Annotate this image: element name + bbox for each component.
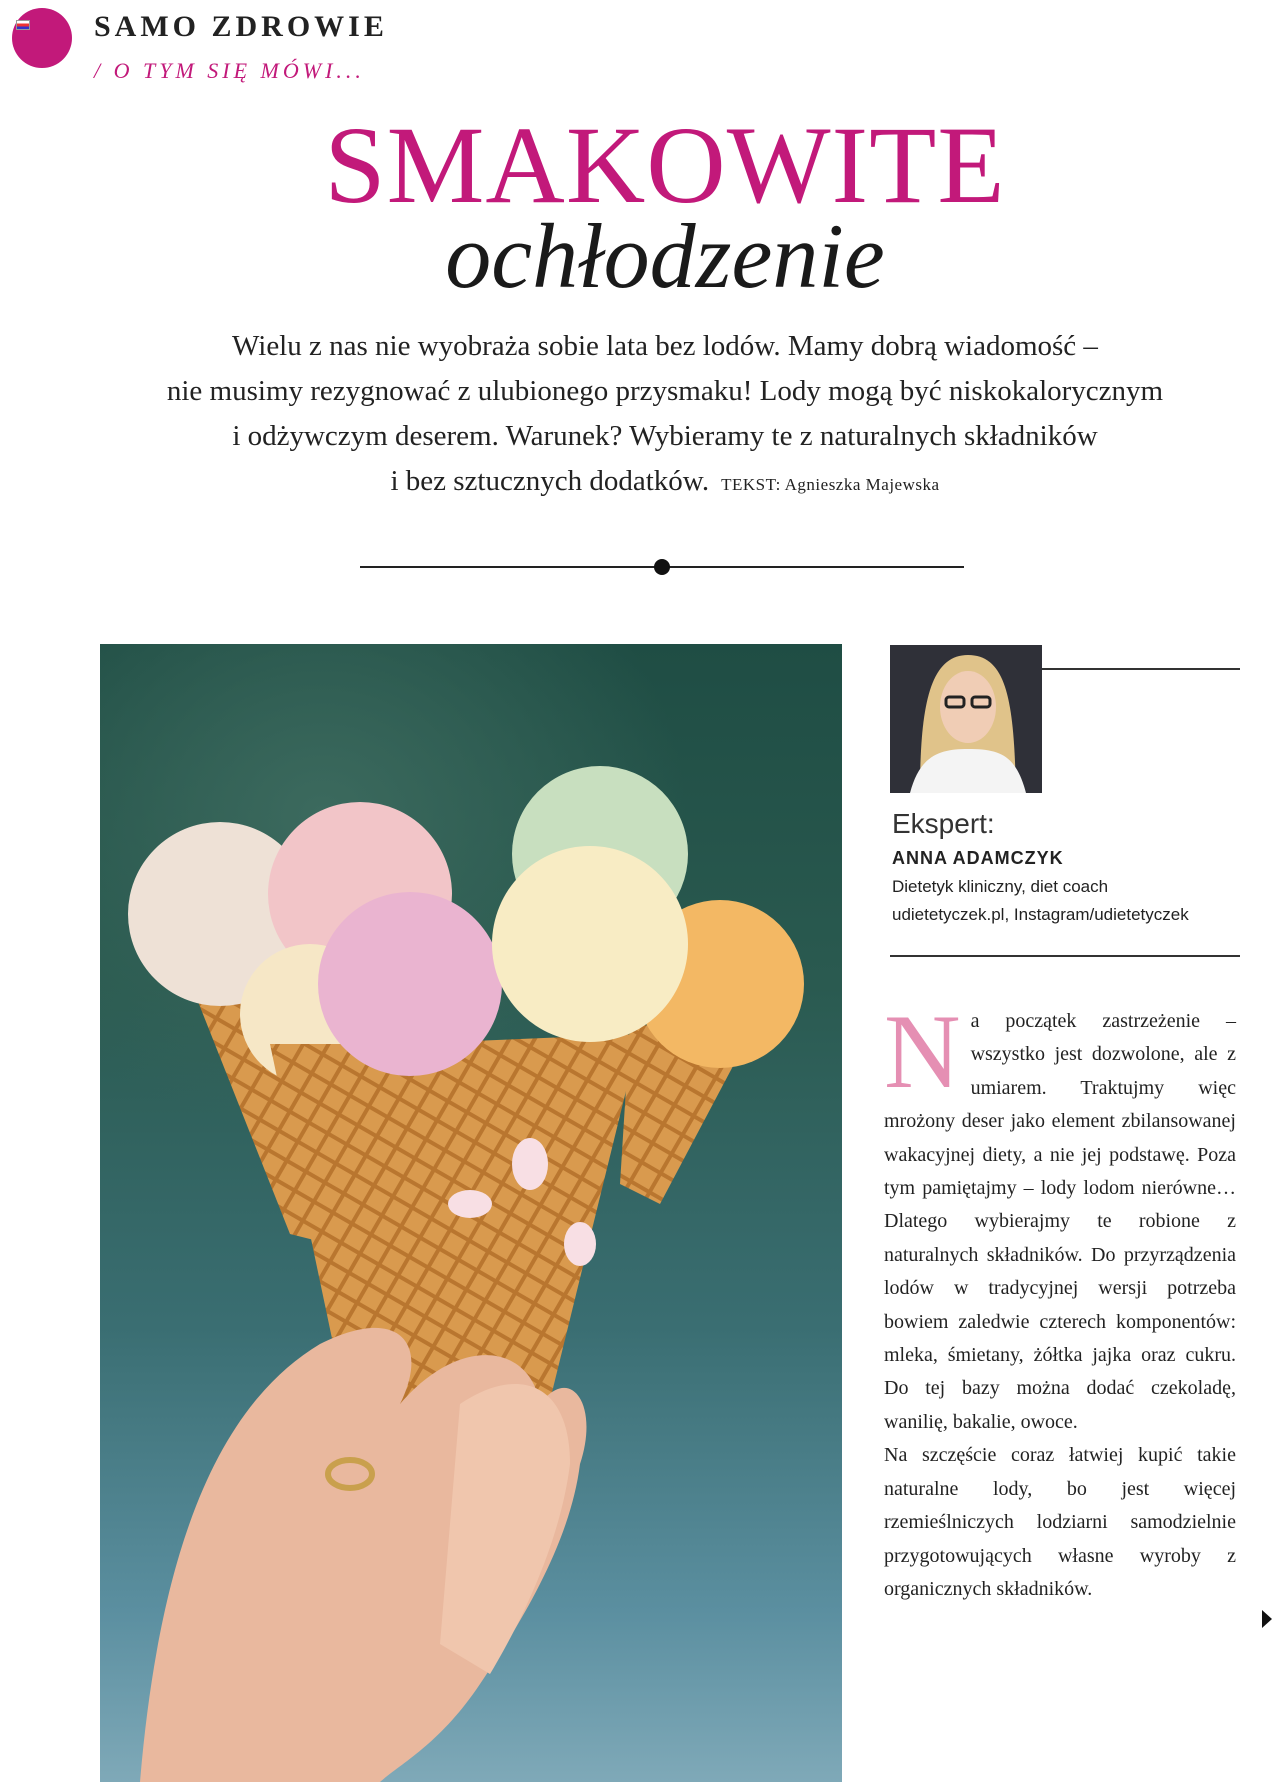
section-badge	[12, 8, 72, 68]
lead-line: i odżywczym deserem. Warunek? Wybieramy te z naturalnych składników	[232, 420, 1098, 452]
expert-portrait	[890, 645, 1042, 793]
expert-role: Dietetyk kliniczny, diet coach	[892, 877, 1109, 896]
expert-rule-bottom	[890, 955, 1240, 957]
lead-line: Wielu z nas nie wyobraża sobie lata bez lodów. Mamy dobrą wiadomość –	[232, 330, 1098, 362]
article-paragraph: Na szczęście coraz łatwiej kupić takie naturalne lody, bo jest więcej rzemieślniczych lodziarni samodzielnie przygotowujących własne wyroby z organicznych składników.	[884, 1444, 1236, 1600]
flag-icon	[16, 20, 30, 30]
drop-cap: N	[884, 993, 961, 1110]
lead-line: nie musimy rezygnować z ulubionego przysmaku! Lody mogą być niskokalorycznym	[166, 375, 1164, 407]
lead-paragraph	[100, 324, 1230, 507]
ice-cream-illustration	[100, 644, 842, 1782]
expert-label: Ekspert:	[892, 808, 995, 839]
expert-rule-top	[1042, 668, 1240, 670]
byline: TEKST: Agnieszka Majewska	[721, 475, 940, 494]
divider-dot	[654, 559, 670, 575]
article-body	[884, 993, 1236, 1606]
expert-website: udietetyczek.pl, Instagram/udietetyczek	[892, 905, 1189, 924]
divider-left	[360, 566, 660, 568]
headline-sub: ochłodzenie	[445, 205, 885, 307]
ice-cream-photo	[100, 644, 842, 1782]
headline: SMAKOWITE	[324, 104, 1006, 226]
divider-right	[664, 566, 964, 568]
continue-arrow-icon	[1262, 1610, 1272, 1628]
section-title: SAMO ZDROWIE	[94, 10, 388, 43]
article-paragraph: a początek zastrzeżenie – wszystko jest dozwolone, ale z umiarem. Traktujmy więc mrożony deser jako element zbilansowanej wakacyjnej diety, a nie jej podstawę. Poza tym pamiętajmy – lody lodom nierówne… Dlatego wybierajmy te robione z naturalnych składników. Do przyrządzenia lodów w tradycyjnej wersji potrzeba bowiem zaledwie czterech komponentów: mleka, śmietany, żółtka jajka oraz cukru. Do tej bazy można dodać czekoladę, wanilię, bakalie, owoce.	[884, 1010, 1236, 1433]
lead-line-text: i bez sztucznych dodatków.	[390, 465, 710, 497]
lead-line-last	[100, 459, 1230, 507]
expert-name: ANNA ADAMCZYK	[892, 848, 1064, 868]
section-subtitle: / O TYM SIĘ MÓWI...	[94, 58, 365, 83]
portrait-illustration	[890, 645, 1042, 793]
